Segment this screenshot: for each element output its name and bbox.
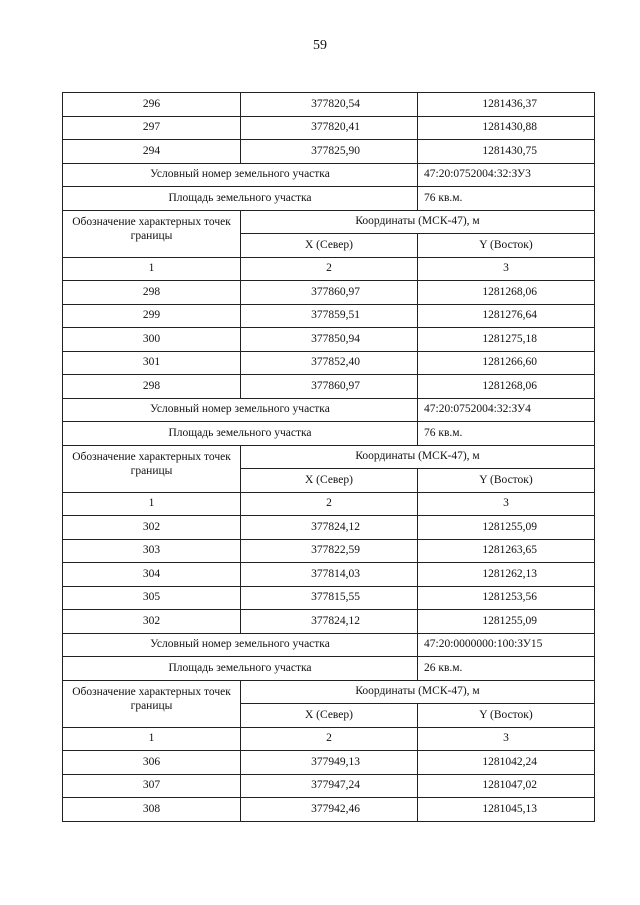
table-row: [63, 304, 595, 328]
header-row: [63, 210, 595, 234]
table-row: [63, 586, 595, 610]
y-coordinate-cell: 1281042,24: [418, 751, 595, 775]
x-coordinate-cell: 377942,46: [241, 798, 418, 822]
x-coordinate-cell: 377824,12: [241, 610, 418, 634]
y-header: Y (Восток): [418, 469, 595, 493]
x-coordinate-cell: 377820,54: [241, 93, 418, 117]
y-coordinate-cell: 1281268,06: [418, 375, 595, 399]
y-coordinate-cell: 1281262,13: [418, 563, 595, 587]
coordinates-header: Координаты (МСК-47), м: [241, 210, 595, 234]
y-coordinate-cell: 1281430,88: [418, 116, 595, 140]
table-row: [63, 516, 595, 540]
y-header: Y (Восток): [418, 704, 595, 728]
column-number: 2: [241, 257, 418, 281]
column-number: 3: [418, 257, 595, 281]
point-number-cell: 302: [63, 516, 241, 540]
header-row: [63, 445, 595, 469]
table-row: [63, 328, 595, 352]
x-coordinate-cell: 377822,59: [241, 539, 418, 563]
x-coordinate-cell: 377815,55: [241, 586, 418, 610]
parcel-number-value: 47:20:0000000:100:ЗУ15: [418, 633, 595, 657]
x-coordinate-cell: 377949,13: [241, 751, 418, 775]
x-header: X (Север): [241, 469, 418, 493]
designation-header: Обозначение характерных точек границы: [63, 445, 241, 492]
column-number: 1: [63, 492, 241, 516]
y-coordinate-cell: 1281047,02: [418, 774, 595, 798]
parcel-area-label: Площадь земельного участка: [63, 187, 418, 211]
y-coordinate-cell: 1281253,56: [418, 586, 595, 610]
column-number-row: [63, 492, 595, 516]
parcel-area-row: [63, 422, 595, 446]
parcel-number-value: 47:20:0752004:32:ЗУ3: [418, 163, 595, 187]
column-number: 2: [241, 727, 418, 751]
y-coordinate-cell: 1281266,60: [418, 351, 595, 375]
x-header: X (Север): [241, 704, 418, 728]
x-coordinate-cell: 377860,97: [241, 375, 418, 399]
x-coordinate-cell: 377824,12: [241, 516, 418, 540]
designation-header: Обозначение характерных точек границы: [63, 680, 241, 727]
parcel-number-row: [63, 163, 595, 187]
parcel-number-label: Условный номер земельного участка: [63, 398, 418, 422]
column-number: 3: [418, 727, 595, 751]
point-number-cell: 307: [63, 774, 241, 798]
parcel-number-label: Условный номер земельного участка: [63, 163, 418, 187]
column-number: 1: [63, 727, 241, 751]
parcel-area-value: 76 кв.м.: [418, 187, 595, 211]
y-coordinate-cell: 1281045,13: [418, 798, 595, 822]
x-coordinate-cell: 377814,03: [241, 563, 418, 587]
parcel-area-row: [63, 657, 595, 681]
column-number-row: [63, 727, 595, 751]
column-number: 3: [418, 492, 595, 516]
column-number: 1: [63, 257, 241, 281]
table-row: [63, 610, 595, 634]
table-row: [63, 116, 595, 140]
point-number-cell: 308: [63, 798, 241, 822]
y-header: Y (Восток): [418, 234, 595, 258]
y-coordinate-cell: 1281436,37: [418, 93, 595, 117]
point-number-cell: 298: [63, 281, 241, 305]
x-coordinate-cell: 377860,97: [241, 281, 418, 305]
coordinates-header: Координаты (МСК-47), м: [241, 680, 595, 704]
x-coordinate-cell: 377947,24: [241, 774, 418, 798]
point-number-cell: 303: [63, 539, 241, 563]
x-coordinate-cell: 377850,94: [241, 328, 418, 352]
y-coordinate-cell: 1281268,06: [418, 281, 595, 305]
point-number-cell: 306: [63, 751, 241, 775]
table-row: [63, 93, 595, 117]
table-row: [63, 351, 595, 375]
table-row: [63, 563, 595, 587]
x-coordinate-cell: 377825,90: [241, 140, 418, 164]
parcel-number-value: 47:20:0752004:32:ЗУ4: [418, 398, 595, 422]
page-number: 59: [313, 38, 327, 53]
column-number: 2: [241, 492, 418, 516]
parcel-area-value: 76 кв.м.: [418, 422, 595, 446]
parcel-number-label: Условный номер земельного участка: [63, 633, 418, 657]
point-number-cell: 301: [63, 351, 241, 375]
parcel-number-row: [63, 633, 595, 657]
parcel-area-label: Площадь земельного участка: [63, 657, 418, 681]
designation-header: Обозначение характерных точек границы: [63, 210, 241, 257]
header-row: [63, 680, 595, 704]
y-coordinate-cell: 1281430,75: [418, 140, 595, 164]
point-number-cell: 298: [63, 375, 241, 399]
parcel-number-row: [63, 398, 595, 422]
point-number-cell: 296: [63, 93, 241, 117]
y-coordinate-cell: 1281275,18: [418, 328, 595, 352]
y-coordinate-cell: 1281276,64: [418, 304, 595, 328]
parcel-area-label: Площадь земельного участка: [63, 422, 418, 446]
parcel-area-value: 26 кв.м.: [418, 657, 595, 681]
y-coordinate-cell: 1281255,09: [418, 516, 595, 540]
point-number-cell: 300: [63, 328, 241, 352]
table-row: [63, 140, 595, 164]
y-coordinate-cell: 1281263,65: [418, 539, 595, 563]
x-coordinate-cell: 377852,40: [241, 351, 418, 375]
table-row: [63, 774, 595, 798]
point-number-cell: 297: [63, 116, 241, 140]
y-coordinate-cell: 1281255,09: [418, 610, 595, 634]
coordinates-header: Координаты (МСК-47), м: [241, 445, 595, 469]
x-header: X (Север): [241, 234, 418, 258]
column-number-row: [63, 257, 595, 281]
table-row: [63, 539, 595, 563]
x-coordinate-cell: 377820,41: [241, 116, 418, 140]
point-number-cell: 304: [63, 563, 241, 587]
parcel-area-row: [63, 187, 595, 211]
point-number-cell: 294: [63, 140, 241, 164]
coordinates-table: [62, 92, 595, 822]
x-coordinate-cell: 377859,51: [241, 304, 418, 328]
point-number-cell: 302: [63, 610, 241, 634]
table-row: [63, 798, 595, 822]
table-row: [63, 281, 595, 305]
point-number-cell: 305: [63, 586, 241, 610]
table-row: [63, 751, 595, 775]
table-row: [63, 375, 595, 399]
point-number-cell: 299: [63, 304, 241, 328]
